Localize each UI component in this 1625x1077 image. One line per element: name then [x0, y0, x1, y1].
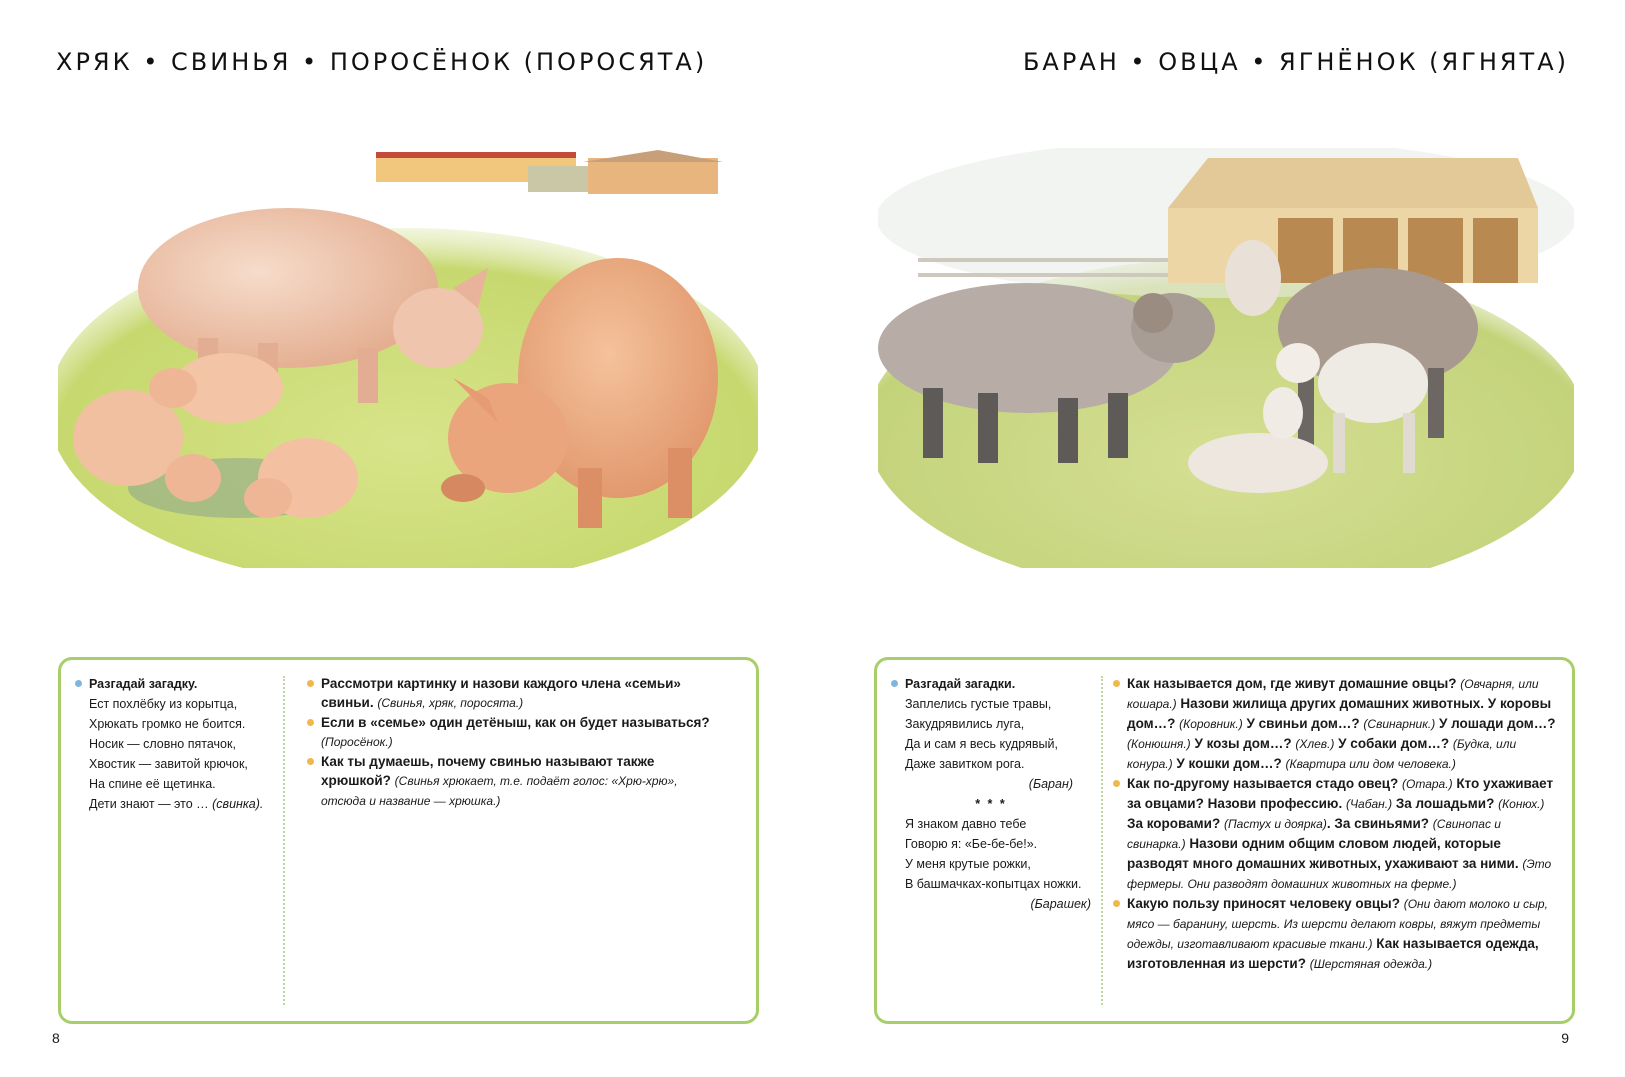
question-answer: (Свинья хрюкает, т.е. подаёт голос: «Хрю-хрю», отсюда и название — хрюшка.)	[321, 774, 678, 808]
riddle-line: Дети знают — это …	[89, 797, 213, 811]
riddle-line: Хвостик — завитой крючок,	[89, 757, 248, 771]
question-answer: (Конюх.)	[1498, 797, 1545, 811]
question-answer: (Чабан.)	[1345, 797, 1393, 811]
riddle-line: Даже завитком рога.	[905, 757, 1025, 771]
page-number-left: 8	[52, 1030, 60, 1046]
page-number-right: 9	[1561, 1030, 1569, 1046]
question-text: Какую пользу приносят человеку овцы?	[1127, 896, 1404, 911]
riddle-answer: (Барашек)	[1030, 897, 1091, 911]
question-answer: (Свинопас и свинарка.)	[1127, 817, 1501, 851]
page-title-right: БАРАН • ОВЦА • ЯГНЁНОК (ЯГНЯТА)	[1022, 48, 1569, 76]
question-text: За лошадьми?	[1392, 796, 1499, 811]
riddle-line: Ест похлёбку из корытца,	[89, 697, 238, 711]
riddle-line: Да и сам я весь кудрявый,	[905, 737, 1058, 751]
bullet-icon	[1113, 900, 1120, 907]
question-text: Назови одним общим словом людей, которые разводят много домашних животных, ухаживают за ними.	[1127, 836, 1523, 871]
dotted-divider	[1101, 676, 1103, 1005]
question-answer: (Коровник.)	[1179, 717, 1243, 731]
question-answer: (Свинья, хряк, поросята.)	[377, 696, 524, 710]
question-answer: (Свинарник.)	[1363, 717, 1436, 731]
question-text: У собаки дом…?	[1334, 736, 1453, 751]
dotted-divider	[283, 676, 285, 1005]
question-text: Рассмотри картинку и назови каждого члена «семьи» свиньи.	[321, 676, 681, 710]
question-answer: (Это фермеры. Они разводят домашних животных на ферме.)	[1127, 857, 1552, 891]
question-text: . За свиньями?	[1326, 816, 1433, 831]
question-answer: (Хлев.)	[1295, 737, 1335, 751]
riddle-column-left	[75, 674, 270, 814]
riddle-line: Носик — словно пятачок,	[89, 737, 236, 751]
riddle-line: Говорю я: «Бе-бе-бе!».	[905, 837, 1038, 851]
bullet-icon	[307, 680, 314, 687]
question-item	[1113, 894, 1558, 974]
question-item	[1113, 774, 1558, 894]
question-item	[307, 674, 717, 713]
bullet-icon	[1113, 780, 1120, 787]
bullet-icon	[75, 680, 82, 687]
question-answer: (Будка, или конура.)	[1127, 737, 1517, 771]
question-answer: (Они дают молоко и сыр, мясо — баранину, шерсть. Из шерсти делают ковры, вяжут предметы одежды, изготавливают красивые ткани.)	[1127, 897, 1548, 951]
riddle-line: На спине её щетинка.	[89, 777, 216, 791]
questions-column-right	[1113, 674, 1558, 974]
question-answer: (Конюшня.)	[1127, 737, 1191, 751]
question-item	[1113, 674, 1558, 774]
riddle-line: Я знаком давно тебе	[905, 817, 1027, 831]
question-text: У козы дом…?	[1190, 736, 1296, 751]
bullet-icon	[307, 758, 314, 765]
riddle-heading: Разгадай загадку.	[89, 677, 198, 691]
question-text: Как по-другому называется стадо овец?	[1127, 776, 1403, 791]
question-answer: (Отара.)	[1402, 777, 1453, 791]
question-text: У свиньи дом…?	[1242, 716, 1364, 731]
question-answer: (Поросёнок.)	[321, 735, 393, 749]
pig-family-illustration	[58, 148, 758, 568]
riddle-line: Закудрявились луга,	[905, 717, 1025, 731]
bullet-icon	[891, 680, 898, 687]
question-text: За коровами?	[1127, 816, 1224, 831]
info-box-left	[58, 657, 759, 1024]
riddle-answer: (свинка).	[212, 797, 264, 811]
riddle-line: Хрюкать громко не боится.	[89, 717, 246, 731]
question-text: У кошки дом…?	[1172, 756, 1286, 771]
info-box-right	[874, 657, 1575, 1024]
bullet-icon	[1113, 680, 1120, 687]
question-item	[307, 713, 717, 752]
question-text: Как ты думаешь, почему свинью называют также хрюшкой?	[321, 754, 655, 788]
page-title-left: ХРЯК • СВИНЬЯ • ПОРОСЁНОК (ПОРОСЯТА)	[56, 48, 708, 76]
riddle-line: Заплелись густые травы,	[905, 697, 1052, 711]
question-answer: (Шерстяная одежда.)	[1309, 957, 1433, 971]
riddle-line: У меня крутые рожки,	[905, 857, 1031, 871]
bullet-icon	[307, 719, 314, 726]
question-text: У лошади дом…?	[1435, 716, 1556, 731]
question-answer: (Овчарня, или кошара.)	[1127, 677, 1539, 711]
riddle-answer: (Баран)	[1028, 777, 1073, 791]
sheep-family-illustration	[878, 148, 1574, 568]
question-text: Если в «семье» один детёныш, как он будет называться?	[321, 715, 710, 730]
riddle-line: В башмачках-копытцах ножки.	[905, 877, 1082, 891]
question-text: Как называется одежда, изготовленная из шерсти?	[1127, 936, 1539, 971]
questions-column-left	[307, 674, 717, 811]
riddle-heading: Разгадай загадки.	[905, 677, 1016, 691]
riddle-column-right	[891, 674, 1091, 914]
question-text: Как называется дом, где живут домашние овцы?	[1127, 676, 1461, 691]
question-text: Назови жилища других домашних животных. У коровы дом…?	[1127, 696, 1552, 731]
question-answer: (Квартира или дом человека.)	[1285, 757, 1456, 771]
question-text: Кто ухаживает за овцами? Назови профессию.	[1127, 776, 1554, 811]
riddle-separator: * * *	[975, 797, 1007, 811]
question-answer: (Пастух и доярка)	[1223, 817, 1327, 831]
question-item	[307, 752, 717, 811]
